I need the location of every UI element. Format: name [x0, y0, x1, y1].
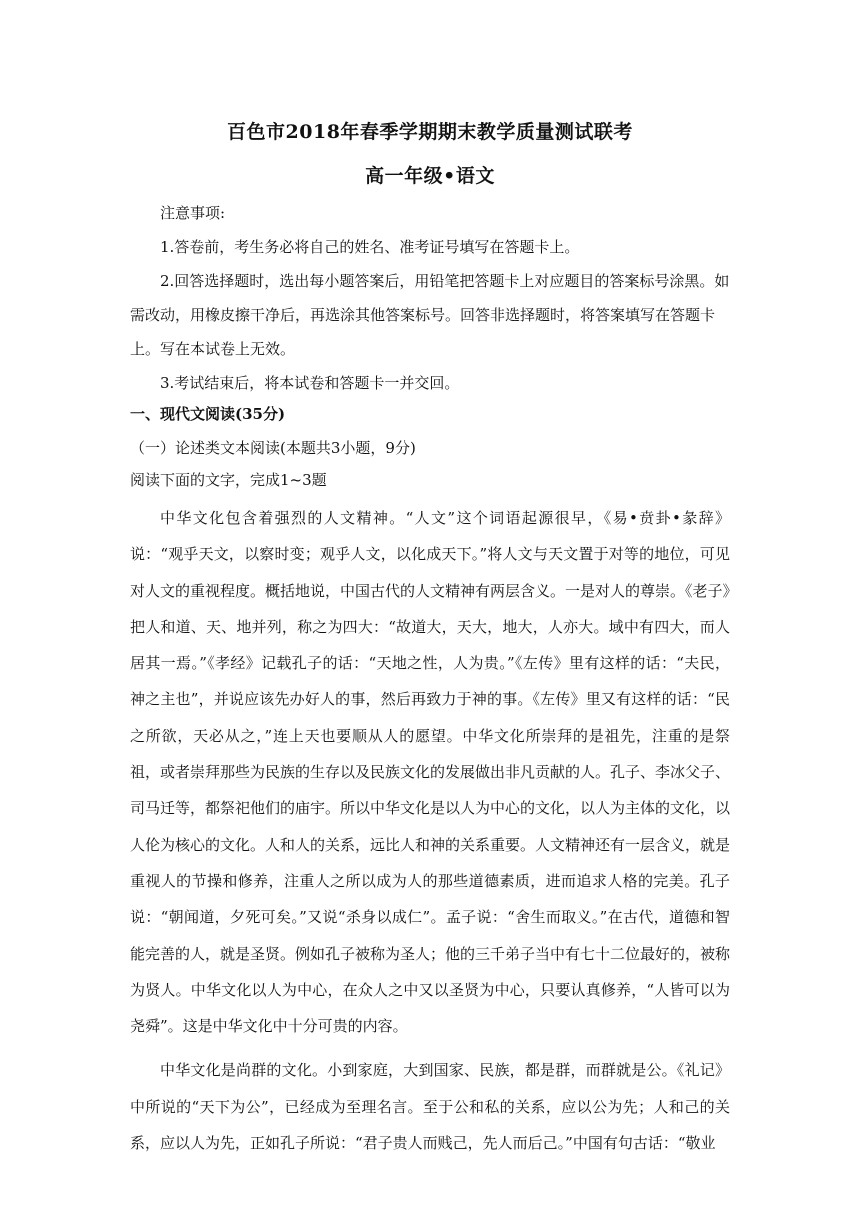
exam-title: 百色市2018年春季学期期末教学质量测试联考: [227, 121, 633, 143]
notice-block: [130, 196, 730, 400]
notice-item: 3.考试结束后，将本试卷和答题卡一并交回。: [160, 374, 460, 392]
reading-instruction: 阅读下面的文字，完成1~3题: [130, 471, 327, 489]
passage-paragraph: 中华文化包含着强烈的人文精神。“人文”这个词语起源很早，《易•贲卦•彖辞》说：“观乎天文，以察时变；观乎人文，以化成天下。”将人文与天文置于对等的地位，可见对人文的重视程度。概括地说，中国古代的人文精神有两层含义。一是对人的尊崇。《老子》把人和道、天、地并列，称之为四大：“故道大，天大，地大，人亦大。域中有四大，而人居其一焉。”《孝经》记载孔子的话：“天地之性，人为贵。”《左传》里有这样的话：“夫民，神之主也”，并说应该先办好人的事，然后再致力于神的事。《左传》里又有这样的话：“民之所欲，天必从之，”连上天也要顺从人的愿望。中华文化所崇拜的是祖先，注重的是祭祖，或者崇拜那些为民族的生存以及民族文化的发展做出非凡贡献的人。孔子、李冰父子、司马迁等，都祭祀他们的庙宇。所以中华文化是以人为中心的文化，以人为主体的文化，以人伦为核心的文化。人和人的关系，远比人和神的关系重要。人文精神还有一层含义，就是重视人的节操和修养，注重人之所以成为人的那些道德素质，进而追求人格的完美。孔子说：“朝闻道，夕死可矣。”又说“杀身以成仁”。孟子说：“舍生而取义。”在古代，道德和智能完善的人，就是圣贤。例如孔子被称为圣人；他的三千弟子当中有七十二位最好的，被称为贤人。中华文化以人为中心，在众人之中又以圣贤为中心，只要认真修养，“人皆可以为尧舜”。这是中华文化中十分可贵的内容。: [130, 509, 731, 1036]
notice-item: 1.答卷前，考生务必将自己的姓名、准考证号填写在答题卡上。: [160, 238, 580, 256]
passage-paragraph: 中华文化是尚群的文化。小到家庭，大到国家、民族，都是群，而群就是公。《礼记》中所说的“天下为公”，已经成为至理名言。至于公和私的关系，应以公为先；人和己的关系，应以人为先，正如孔子所说：“君子贵人而贱己，先人而后己。”中国有句古话：“敬业: [130, 1061, 730, 1153]
exam-subtitle: 高一年级•语文: [365, 165, 495, 187]
notice-item: 2.回答选择题时，选出每小题答案后，用铅笔把答题卡上对应题目的答案标号涂黑。如需改动，用橡皮擦干净后，再选涂其他答案标号。回答非选择题时，将答案填写在答题卡上。写在本试卷上无效。: [130, 272, 730, 358]
passage-body: [130, 500, 730, 1161]
section-heading: 一、现代文阅读(35分): [130, 405, 286, 423]
notice-heading: 注意事项:: [160, 204, 226, 222]
subsection-heading: （一）论述类文本阅读(本题共3小题，9分): [130, 439, 416, 457]
